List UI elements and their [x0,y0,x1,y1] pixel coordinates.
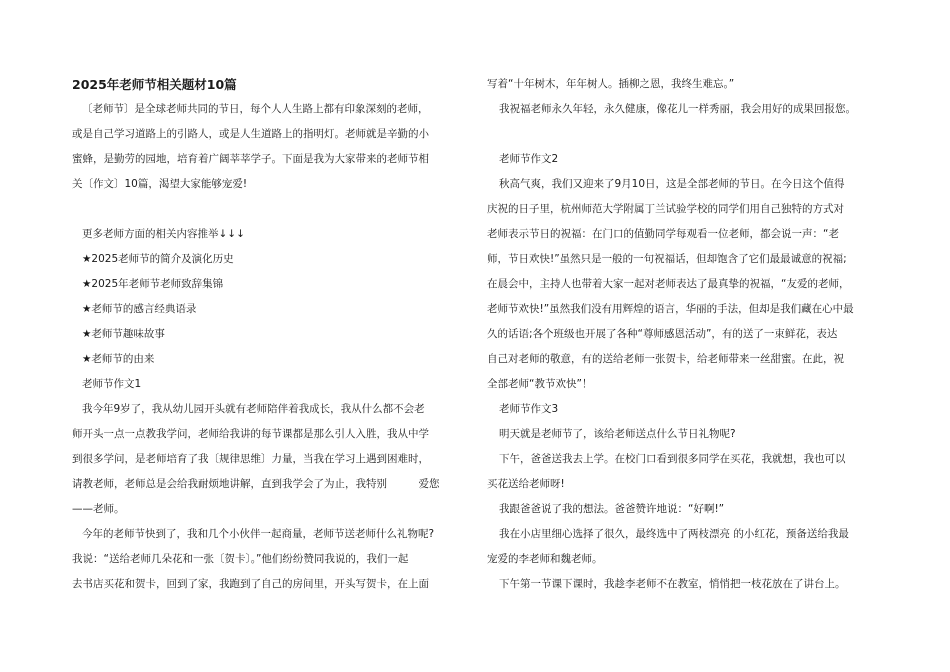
intro-line: 关〔作文〕10篇，渴望大家能够宠爱! [72,178,248,190]
left-column [72,72,464,597]
essay-line: 老师表示节日的祝福：在门口的值勤同学每观看一位老师，都会说一声：“老 [487,228,839,240]
essay-line: 写着“十年树木，年年树人。插柳之恩，我终生难忘。” [487,78,735,90]
essay-line: 下午，爸爸送我去上学。在校门口看到很多同学在买花，我就想，我也可以 [499,453,846,465]
essay-heading: 老师节作文1 [82,378,142,390]
essay-heading: 老师节作文2 [499,153,559,165]
essay-line: 自己对老师的敬意，有的送给老师一张贺卡，给老师带来一丝甜蜜。在此，祝 [487,353,844,365]
recommend-link[interactable]: ★老师节的感言经典语录 [82,303,197,315]
blank-line [487,122,877,147]
essay-line: 明天就是老师节了，该给老师送点什么节日礼物呢? [499,428,736,440]
blank-line [72,197,464,222]
essay-line: 全部老师“教节欢快”！ [487,378,593,390]
essay-heading: 老师节作文3 [499,403,559,415]
essay-line: 我今年9岁了，我从幼儿园开头就有老师陪伴着我成长，我从什么都不会老 [82,403,425,415]
recommend-heading: 更多老师方面的相关内容推举↓↓↓ [82,228,245,240]
right-column [487,72,877,597]
essay-line: 师开头一点一点教我学问，老师给我讲的每节课都是那么引人入胜，我从中学 [72,428,429,440]
recommend-link[interactable]: ★2025年老师节老师致辞集锦 [82,278,224,290]
essay-line: 我祝福老师永久年轻，永久健康，像花儿一样秀丽，我会用好的成果回报您。 [499,103,856,115]
essay-line: 我在小店里细心选择了很久，最终选中了两枝漂亮 的小红花，预备送给我最 [499,528,849,540]
essay-line: 宠爱的李老师和魏老师。 [487,553,603,565]
essay-line: 下午第一节课下课时，我趁李老师不在教室，悄悄把一枝花放在了讲台上。 [499,578,846,590]
essay-line: ——老师。 [72,503,125,515]
essay-line: 在晨会中，主持人也带着大家一起对老师表达了最真挚的祝福，“友爱的老师， [487,278,850,290]
essay-line: 秋高气爽，我们又迎来了9月10日，这是全部老师的节日。在今日这个值得 [499,178,845,190]
essay-line: 去书店买花和贺卡，回到了家，我跑到了自己的房间里，开头写贺卡，在上面 [72,578,429,590]
essay-line: 到很多学问，是老师培育了我〔规律思维〕力量，当我在学习上遇到困难时， [72,453,429,465]
document-title: 2025年老师节相关题材10篇 [72,77,237,92]
essay-line: 今年的老师节快到了，我和几个小伙伴一起商量，老师节送老师什么礼物呢? [82,528,435,540]
essay-line: 买花送给老师呀! [487,478,565,490]
recommend-link[interactable]: ★老师节的由来 [82,353,155,365]
essay-line: 老师节欢快!”虽然我们没有用辉煌的语言，华丽的手法，但却是我们藏在心中最 [487,303,854,315]
intro-line: 蜜蜂，是勤劳的园地，培育着广阔莘莘学子。下面是我为大家带来的老师节相 [72,153,429,165]
essay-line: 久的话语;各个班级也开展了各种“尊师感恩活动”，有的送了一束鲜花，表达 [487,328,838,340]
essay-line: 请教老师，老师总是会给我耐烦地讲解，直到我学会了为止，我特别 爱您 [72,478,440,490]
essay-line: 师，节日欢快!”虽然只是一般的一句祝福话，但却饱含了它们最最诚意的祝福; [487,253,847,265]
recommend-link[interactable]: ★老师节趣味故事 [82,328,165,340]
essay-line: 我跟爸爸说了我的想法。爸爸赞许地说：“好啊!” [499,503,725,515]
intro-line: 或是自己学习道路上的引路人，或是人生道路上的指明灯。老师就是辛勤的小 [72,128,429,140]
essay-line: 庆祝的日子里，杭州师范大学附属丁兰试验学校的同学们用自己独特的方式对 [487,203,844,215]
essay-line: 我说：“送给老师几朵花和一张〔贺卡〕。”他们纷纷赞同我说的，我们一起 [72,553,409,565]
recommend-link[interactable]: ★2025老师节的简介及演化历史 [82,253,234,265]
intro-line: 〔老师节〕是全球老师共同的节日，每个人人生路上都有印象深刻的老师， [82,103,429,115]
